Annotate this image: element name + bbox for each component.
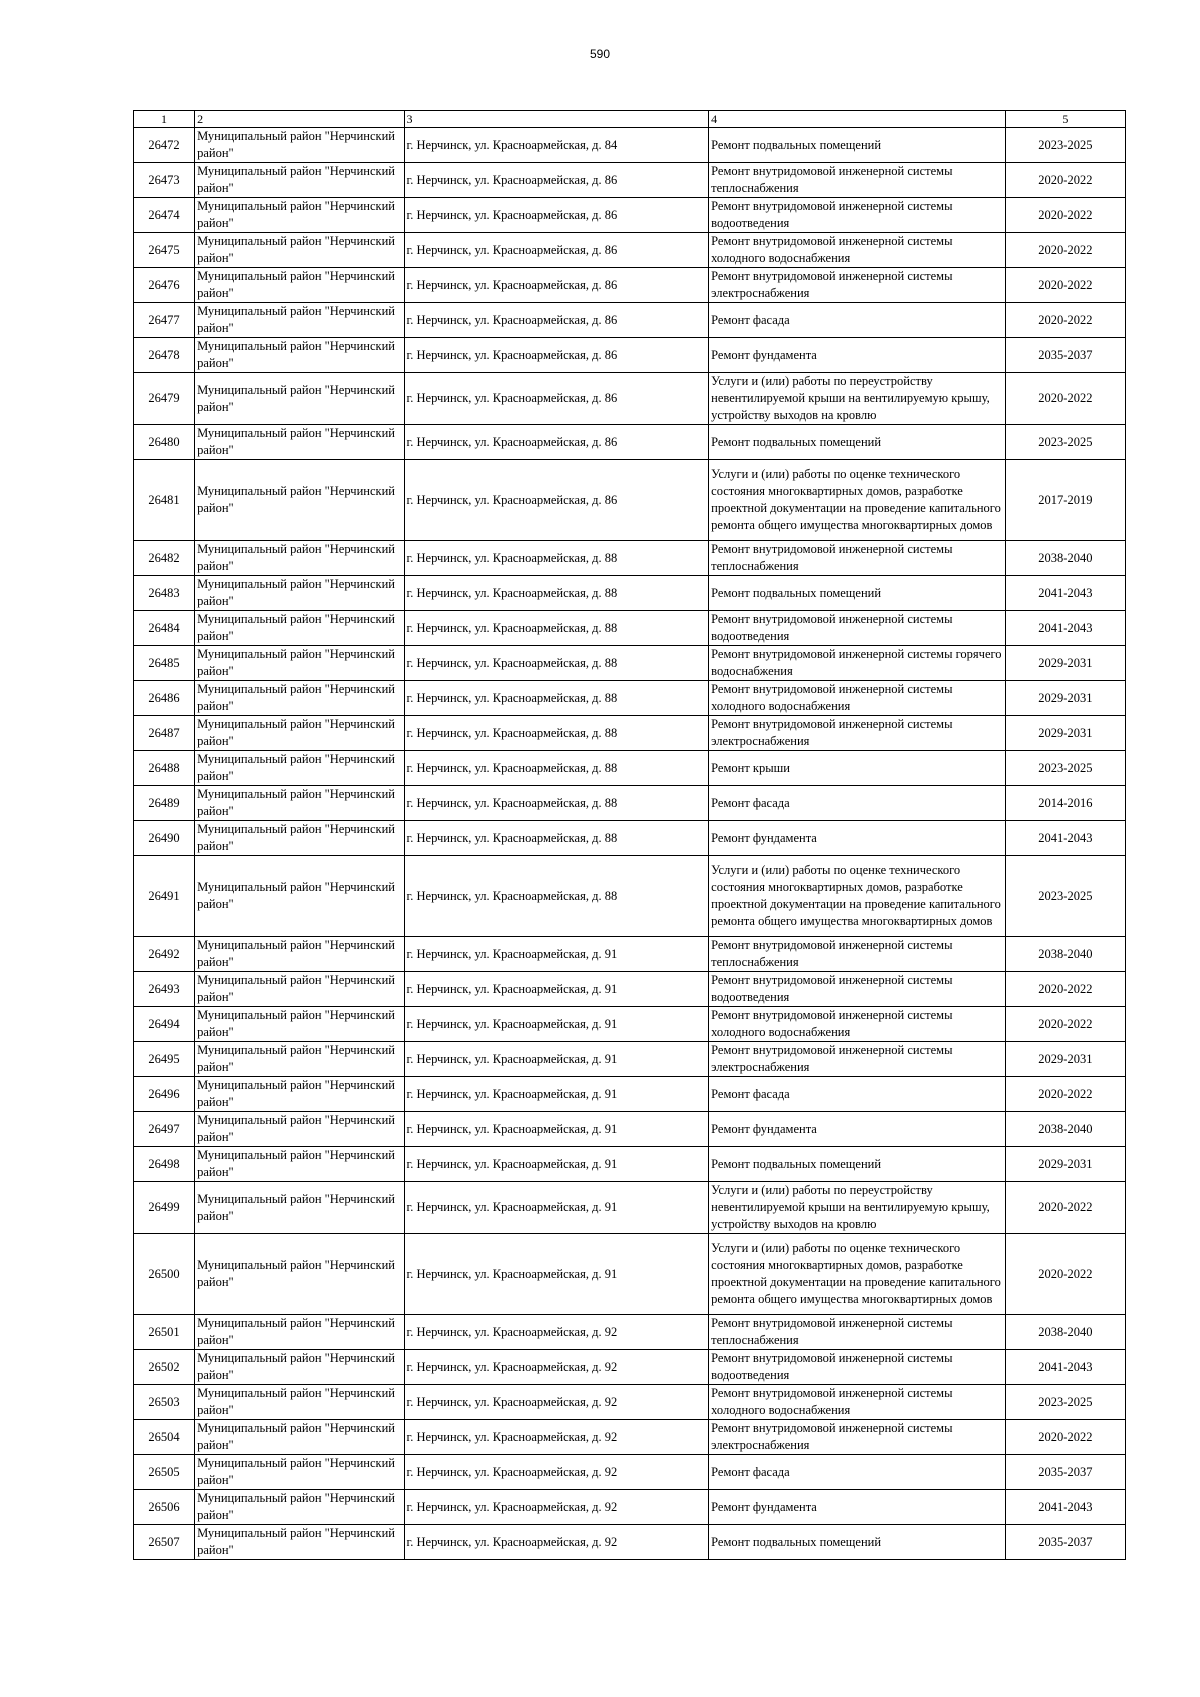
municipal-district: Муниципальный район "Нерчинский район" xyxy=(195,1315,404,1350)
municipal-district: Муниципальный район "Нерчинский район" xyxy=(195,1147,404,1182)
row-number: 26504 xyxy=(134,1420,195,1455)
row-number: 26500 xyxy=(134,1234,195,1315)
municipal-district: Муниципальный район "Нерчинский район" xyxy=(195,1525,404,1560)
table-row xyxy=(134,1077,1126,1112)
municipal-district: Муниципальный район "Нерчинский район" xyxy=(195,751,404,786)
repair-work-type: Ремонт фундамента xyxy=(709,1112,1006,1147)
repair-period: 2020-2022 xyxy=(1005,972,1125,1007)
row-number: 26502 xyxy=(134,1350,195,1385)
municipal-district: Муниципальный район "Нерчинский район" xyxy=(195,972,404,1007)
repair-work-type: Услуги и (или) работы по оценке технического состояния многоквартирных домов, разработке проектной документации на проведение капитального ремонта общего имущества многоквартирных домов xyxy=(709,1234,1006,1315)
table-row xyxy=(134,1007,1126,1042)
building-address: г. Нерчинск, ул. Красноармейская, д. 86 xyxy=(404,460,709,541)
building-address: г. Нерчинск, ул. Красноармейская, д. 86 xyxy=(404,373,709,425)
municipal-district: Муниципальный район "Нерчинский район" xyxy=(195,1112,404,1147)
repair-period: 2041-2043 xyxy=(1005,821,1125,856)
repair-period: 2035-2037 xyxy=(1005,1525,1125,1560)
repair-period: 2029-2031 xyxy=(1005,716,1125,751)
table-row xyxy=(134,1525,1126,1560)
repair-work-type: Ремонт фасада xyxy=(709,1077,1006,1112)
table-row xyxy=(134,821,1126,856)
repair-period: 2041-2043 xyxy=(1005,611,1125,646)
row-number: 26477 xyxy=(134,303,195,338)
row-number: 26498 xyxy=(134,1147,195,1182)
repair-work-type: Ремонт внутридомовой инженерной системы горячего водоснабжения xyxy=(709,646,1006,681)
table-row xyxy=(134,611,1126,646)
repair-work-type: Услуги и (или) работы по переустройству невентилируемой крыши на вентилируемую крышу, устройству выходов на кровлю xyxy=(709,373,1006,425)
building-address: г. Нерчинск, ул. Красноармейская, д. 88 xyxy=(404,751,709,786)
repair-work-type: Ремонт фундамента xyxy=(709,1490,1006,1525)
repair-period: 2029-2031 xyxy=(1005,1147,1125,1182)
repair-period: 2023-2025 xyxy=(1005,128,1125,163)
repair-period: 2035-2037 xyxy=(1005,338,1125,373)
row-number: 26476 xyxy=(134,268,195,303)
row-number: 26493 xyxy=(134,972,195,1007)
row-number: 26497 xyxy=(134,1112,195,1147)
building-address: г. Нерчинск, ул. Красноармейская, д. 92 xyxy=(404,1420,709,1455)
repair-period: 2023-2025 xyxy=(1005,856,1125,937)
table-row xyxy=(134,1315,1126,1350)
table-body xyxy=(134,128,1126,1560)
repair-work-type: Ремонт подвальных помещений xyxy=(709,576,1006,611)
row-number: 26491 xyxy=(134,856,195,937)
repair-work-type: Ремонт внутридомовой инженерной системы теплоснабжения xyxy=(709,163,1006,198)
repair-period: 2020-2022 xyxy=(1005,233,1125,268)
building-address: г. Нерчинск, ул. Красноармейская, д. 92 xyxy=(404,1455,709,1490)
repair-work-type: Ремонт внутридомовой инженерной системы теплоснабжения xyxy=(709,1315,1006,1350)
repair-work-type: Ремонт внутридомовой инженерной системы холодного водоснабжения xyxy=(709,233,1006,268)
table-row xyxy=(134,786,1126,821)
building-address: г. Нерчинск, ул. Красноармейская, д. 88 xyxy=(404,576,709,611)
row-number: 26495 xyxy=(134,1042,195,1077)
repair-period: 2020-2022 xyxy=(1005,303,1125,338)
row-number: 26472 xyxy=(134,128,195,163)
repair-period: 2023-2025 xyxy=(1005,1385,1125,1420)
column-header-4: 4 xyxy=(709,111,1006,128)
row-number: 26490 xyxy=(134,821,195,856)
row-number: 26482 xyxy=(134,541,195,576)
building-address: г. Нерчинск, ул. Красноармейская, д. 88 xyxy=(404,646,709,681)
row-number: 26506 xyxy=(134,1490,195,1525)
building-address: г. Нерчинск, ул. Красноармейская, д. 91 xyxy=(404,1234,709,1315)
repair-work-type: Ремонт внутридомовой инженерной системы водоотведения xyxy=(709,198,1006,233)
table-row xyxy=(134,1385,1126,1420)
repair-period: 2014-2016 xyxy=(1005,786,1125,821)
table-row xyxy=(134,268,1126,303)
municipal-district: Муниципальный район "Нерчинский район" xyxy=(195,1350,404,1385)
building-address: г. Нерчинск, ул. Красноармейская, д. 92 xyxy=(404,1490,709,1525)
repair-work-type: Ремонт внутридомовой инженерной системы водоотведения xyxy=(709,972,1006,1007)
municipal-district: Муниципальный район "Нерчинский район" xyxy=(195,937,404,972)
building-address: г. Нерчинск, ул. Красноармейская, д. 92 xyxy=(404,1315,709,1350)
building-address: г. Нерчинск, ул. Красноармейская, д. 88 xyxy=(404,681,709,716)
building-address: г. Нерчинск, ул. Красноармейская, д. 92 xyxy=(404,1385,709,1420)
table-row xyxy=(134,716,1126,751)
row-number: 26480 xyxy=(134,425,195,460)
building-address: г. Нерчинск, ул. Красноармейская, д. 88 xyxy=(404,821,709,856)
municipal-district: Муниципальный район "Нерчинский район" xyxy=(195,576,404,611)
repair-work-type: Ремонт внутридомовой инженерной системы водоотведения xyxy=(709,611,1006,646)
capital-repair-table xyxy=(133,110,1126,1560)
repair-period: 2017-2019 xyxy=(1005,460,1125,541)
building-address: г. Нерчинск, ул. Красноармейская, д. 88 xyxy=(404,716,709,751)
repair-period: 2020-2022 xyxy=(1005,1077,1125,1112)
municipal-district: Муниципальный район "Нерчинский район" xyxy=(195,1490,404,1525)
column-header-5: 5 xyxy=(1005,111,1125,128)
repair-period: 2020-2022 xyxy=(1005,373,1125,425)
table-row xyxy=(134,163,1126,198)
municipal-district: Муниципальный район "Нерчинский район" xyxy=(195,1234,404,1315)
table-row xyxy=(134,373,1126,425)
page-number: 590 xyxy=(589,47,611,61)
municipal-district: Муниципальный район "Нерчинский район" xyxy=(195,1077,404,1112)
building-address: г. Нерчинск, ул. Красноармейская, д. 91 xyxy=(404,1007,709,1042)
table-row xyxy=(134,1234,1126,1315)
repair-work-type: Ремонт подвальных помещений xyxy=(709,1147,1006,1182)
table-row xyxy=(134,460,1126,541)
row-number: 26479 xyxy=(134,373,195,425)
building-address: г. Нерчинск, ул. Красноармейская, д. 91 xyxy=(404,937,709,972)
building-address: г. Нерчинск, ул. Красноармейская, д. 92 xyxy=(404,1525,709,1560)
repair-work-type: Ремонт внутридомовой инженерной системы теплоснабжения xyxy=(709,541,1006,576)
row-number: 26488 xyxy=(134,751,195,786)
repair-period: 2035-2037 xyxy=(1005,1455,1125,1490)
building-address: г. Нерчинск, ул. Красноармейская, д. 91 xyxy=(404,1182,709,1234)
row-number: 26475 xyxy=(134,233,195,268)
repair-period: 2020-2022 xyxy=(1005,198,1125,233)
row-number: 26481 xyxy=(134,460,195,541)
building-address: г. Нерчинск, ул. Красноармейская, д. 88 xyxy=(404,611,709,646)
table-row xyxy=(134,338,1126,373)
repair-period: 2020-2022 xyxy=(1005,1182,1125,1234)
table-row xyxy=(134,128,1126,163)
repair-period: 2029-2031 xyxy=(1005,1042,1125,1077)
repair-period: 2029-2031 xyxy=(1005,646,1125,681)
column-header-2: 2 xyxy=(195,111,404,128)
municipal-district: Муниципальный район "Нерчинский район" xyxy=(195,163,404,198)
table-header-row xyxy=(134,111,1126,128)
table-row xyxy=(134,303,1126,338)
building-address: г. Нерчинск, ул. Красноармейская, д. 88 xyxy=(404,786,709,821)
repair-work-type: Ремонт внутридомовой инженерной системы холодного водоснабжения xyxy=(709,681,1006,716)
repair-work-type: Ремонт фундамента xyxy=(709,821,1006,856)
table-row xyxy=(134,198,1126,233)
repair-work-type: Ремонт фасада xyxy=(709,786,1006,821)
table-row xyxy=(134,646,1126,681)
column-header-1: 1 xyxy=(134,111,195,128)
repair-work-type: Ремонт внутридомовой инженерной системы электроснабжения xyxy=(709,268,1006,303)
table-row xyxy=(134,681,1126,716)
table-row xyxy=(134,937,1126,972)
repair-period: 2020-2022 xyxy=(1005,1420,1125,1455)
row-number: 26494 xyxy=(134,1007,195,1042)
row-number: 26484 xyxy=(134,611,195,646)
building-address: г. Нерчинск, ул. Красноармейская, д. 91 xyxy=(404,1112,709,1147)
building-address: г. Нерчинск, ул. Красноармейская, д. 86 xyxy=(404,338,709,373)
repair-work-type: Ремонт внутридомовой инженерной системы электроснабжения xyxy=(709,1420,1006,1455)
repair-work-type: Ремонт внутридомовой инженерной системы электроснабжения xyxy=(709,1042,1006,1077)
column-header-3: 3 xyxy=(404,111,709,128)
repair-period: 2020-2022 xyxy=(1005,163,1125,198)
repair-work-type: Ремонт внутридомовой инженерной системы водоотведения xyxy=(709,1350,1006,1385)
repair-work-type: Ремонт внутридомовой инженерной системы холодного водоснабжения xyxy=(709,1007,1006,1042)
row-number: 26489 xyxy=(134,786,195,821)
municipal-district: Муниципальный район "Нерчинский район" xyxy=(195,716,404,751)
building-address: г. Нерчинск, ул. Красноармейская, д. 86 xyxy=(404,425,709,460)
municipal-district: Муниципальный район "Нерчинский район" xyxy=(195,1385,404,1420)
municipal-district: Муниципальный район "Нерчинский район" xyxy=(195,128,404,163)
repair-period: 2020-2022 xyxy=(1005,1234,1125,1315)
municipal-district: Муниципальный район "Нерчинский район" xyxy=(195,856,404,937)
table-row xyxy=(134,233,1126,268)
repair-work-type: Ремонт крыши xyxy=(709,751,1006,786)
row-number: 26485 xyxy=(134,646,195,681)
municipal-district: Муниципальный район "Нерчинский район" xyxy=(195,611,404,646)
repair-period: 2038-2040 xyxy=(1005,1112,1125,1147)
repair-period: 2023-2025 xyxy=(1005,425,1125,460)
repair-period: 2041-2043 xyxy=(1005,1350,1125,1385)
repair-period: 2020-2022 xyxy=(1005,268,1125,303)
row-number: 26499 xyxy=(134,1182,195,1234)
repair-work-type: Ремонт подвальных помещений xyxy=(709,128,1006,163)
municipal-district: Муниципальный район "Нерчинский район" xyxy=(195,373,404,425)
row-number: 26507 xyxy=(134,1525,195,1560)
row-number: 26474 xyxy=(134,198,195,233)
municipal-district: Муниципальный район "Нерчинский район" xyxy=(195,460,404,541)
table-row xyxy=(134,1147,1126,1182)
building-address: г. Нерчинск, ул. Красноармейская, д. 92 xyxy=(404,1350,709,1385)
building-address: г. Нерчинск, ул. Красноармейская, д. 84 xyxy=(404,128,709,163)
repair-work-type: Услуги и (или) работы по оценке технического состояния многоквартирных домов, разработке проектной документации на проведение капитального ремонта общего имущества многоквартирных домов xyxy=(709,856,1006,937)
municipal-district: Муниципальный район "Нерчинский район" xyxy=(195,338,404,373)
table-row xyxy=(134,751,1126,786)
municipal-district: Муниципальный район "Нерчинский район" xyxy=(195,198,404,233)
table-row xyxy=(134,576,1126,611)
repair-work-type: Ремонт подвальных помещений xyxy=(709,1525,1006,1560)
municipal-district: Муниципальный район "Нерчинский район" xyxy=(195,1182,404,1234)
repair-period: 2029-2031 xyxy=(1005,681,1125,716)
row-number: 26496 xyxy=(134,1077,195,1112)
table-row xyxy=(134,1455,1126,1490)
municipal-district: Муниципальный район "Нерчинский район" xyxy=(195,303,404,338)
row-number: 26501 xyxy=(134,1315,195,1350)
repair-period: 2038-2040 xyxy=(1005,1315,1125,1350)
municipal-district: Муниципальный район "Нерчинский район" xyxy=(195,646,404,681)
table-row xyxy=(134,1350,1126,1385)
building-address: г. Нерчинск, ул. Красноармейская, д. 86 xyxy=(404,268,709,303)
repair-work-type: Ремонт внутридомовой инженерной системы теплоснабжения xyxy=(709,937,1006,972)
municipal-district: Муниципальный район "Нерчинский район" xyxy=(195,425,404,460)
row-number: 26473 xyxy=(134,163,195,198)
building-address: г. Нерчинск, ул. Красноармейская, д. 91 xyxy=(404,1042,709,1077)
building-address: г. Нерчинск, ул. Красноармейская, д. 91 xyxy=(404,972,709,1007)
repair-work-type: Ремонт внутридомовой инженерной системы холодного водоснабжения xyxy=(709,1385,1006,1420)
municipal-district: Муниципальный район "Нерчинский район" xyxy=(195,681,404,716)
table-row xyxy=(134,425,1126,460)
table-row xyxy=(134,972,1126,1007)
row-number: 26483 xyxy=(134,576,195,611)
repair-period: 2038-2040 xyxy=(1005,541,1125,576)
repair-work-type: Ремонт подвальных помещений xyxy=(709,425,1006,460)
building-address: г. Нерчинск, ул. Красноармейская, д. 86 xyxy=(404,233,709,268)
building-address: г. Нерчинск, ул. Красноармейская, д. 86 xyxy=(404,303,709,338)
building-address: г. Нерчинск, ул. Красноармейская, д. 91 xyxy=(404,1147,709,1182)
table-row xyxy=(134,1182,1126,1234)
table-row xyxy=(134,541,1126,576)
municipal-district: Муниципальный район "Нерчинский район" xyxy=(195,1042,404,1077)
building-address: г. Нерчинск, ул. Красноармейская, д. 86 xyxy=(404,198,709,233)
row-number: 26478 xyxy=(134,338,195,373)
building-address: г. Нерчинск, ул. Красноармейская, д. 91 xyxy=(404,1077,709,1112)
repair-work-type: Ремонт фасада xyxy=(709,1455,1006,1490)
repair-work-type: Ремонт внутридомовой инженерной системы электроснабжения xyxy=(709,716,1006,751)
repair-period: 2023-2025 xyxy=(1005,751,1125,786)
table-row xyxy=(134,1042,1126,1077)
row-number: 26492 xyxy=(134,937,195,972)
repair-period: 2038-2040 xyxy=(1005,937,1125,972)
repair-work-type: Услуги и (или) работы по оценке технического состояния многоквартирных домов, разработке проектной документации на проведение капитального ремонта общего имущества многоквартирных домов xyxy=(709,460,1006,541)
repair-period: 2041-2043 xyxy=(1005,1490,1125,1525)
row-number: 26505 xyxy=(134,1455,195,1490)
municipal-district: Муниципальный район "Нерчинский район" xyxy=(195,233,404,268)
table-row xyxy=(134,1490,1126,1525)
table-row xyxy=(134,856,1126,937)
repair-work-type: Ремонт фундамента xyxy=(709,338,1006,373)
row-number: 26487 xyxy=(134,716,195,751)
table-row xyxy=(134,1112,1126,1147)
row-number: 26503 xyxy=(134,1385,195,1420)
municipal-district: Муниципальный район "Нерчинский район" xyxy=(195,541,404,576)
building-address: г. Нерчинск, ул. Красноармейская, д. 88 xyxy=(404,856,709,937)
repair-period: 2020-2022 xyxy=(1005,1007,1125,1042)
repair-work-type: Услуги и (или) работы по переустройству невентилируемой крыши на вентилируемую крышу, устройству выходов на кровлю xyxy=(709,1182,1006,1234)
repair-period: 2041-2043 xyxy=(1005,576,1125,611)
municipal-district: Муниципальный район "Нерчинский район" xyxy=(195,268,404,303)
building-address: г. Нерчинск, ул. Красноармейская, д. 86 xyxy=(404,163,709,198)
municipal-district: Муниципальный район "Нерчинский район" xyxy=(195,1455,404,1490)
municipal-district: Муниципальный район "Нерчинский район" xyxy=(195,1007,404,1042)
municipal-district: Муниципальный район "Нерчинский район" xyxy=(195,821,404,856)
table-row xyxy=(134,1420,1126,1455)
building-address: г. Нерчинск, ул. Красноармейская, д. 88 xyxy=(404,541,709,576)
repair-work-type: Ремонт фасада xyxy=(709,303,1006,338)
municipal-district: Муниципальный район "Нерчинский район" xyxy=(195,1420,404,1455)
row-number: 26486 xyxy=(134,681,195,716)
municipal-district: Муниципальный район "Нерчинский район" xyxy=(195,786,404,821)
